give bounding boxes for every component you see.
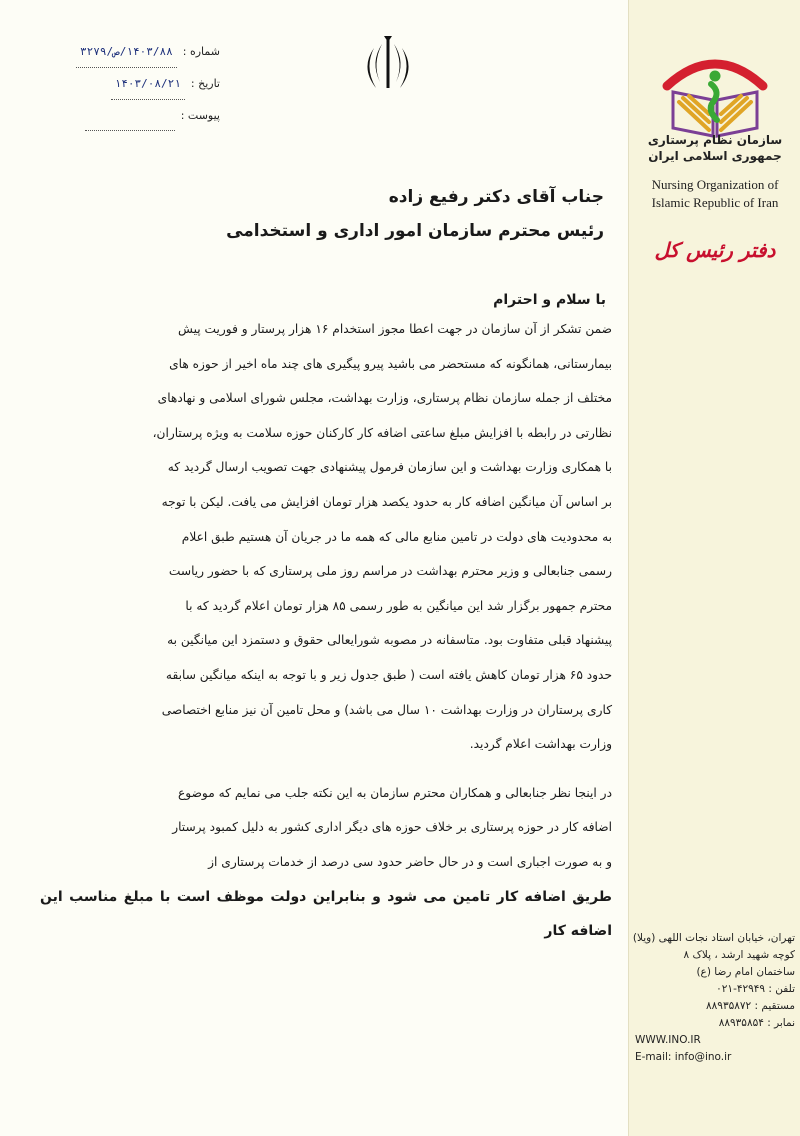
paragraph-line: وزارت بهداشت اعلام گردید. xyxy=(469,737,612,752)
paragraph-line: محترم جمهور برگزار شد این میانگین به طور رسمی ۸۵ هزار تومان اعلام گردید که با xyxy=(185,598,612,613)
email-link[interactable]: E-mail: info@ino.ir xyxy=(635,1051,732,1063)
organization-name-en-line2: Islamic Republic of Iran xyxy=(651,195,779,210)
fax-number: نمابر : ۸۸۹۳۵۸۵۴ xyxy=(718,1017,795,1029)
paragraph-1 xyxy=(40,312,612,762)
office-title: دفتر رئیس کل xyxy=(654,238,776,262)
phone-number: تلفن : ۴۲۹۴۹-۰۲۱ xyxy=(716,983,795,995)
website-link[interactable]: WWW.INO.IR xyxy=(635,1034,701,1046)
paragraph-line: در اینجا نظر جنابعالی و همکاران محترم سازمان به این نکته جلب می نمایم که موضوع xyxy=(178,785,612,800)
organization-name-fa xyxy=(637,132,793,164)
letter-meta xyxy=(40,36,220,131)
address-line2: کوچه شهید ارشد ، پلاک ۸ xyxy=(683,949,795,961)
organization-name-en-line1: Nursing Organization of xyxy=(651,177,779,192)
paragraph-line: اضافه کار در حوزه پرستاری بر خلاف حوزه های دیگر اداری کشور به دلیل کمبود پرستار xyxy=(172,820,612,835)
letterhead-sidebar xyxy=(628,0,800,1136)
nursing-organization-logo xyxy=(659,42,771,142)
date-value: ۱۴۰۳/۰۸/۲۱ xyxy=(111,68,185,100)
paragraph-line: مختلف از جمله سازمان نظام پرستاری، وزارت بهداشت، مجلس شورای اسلامی و نهادهای xyxy=(157,391,612,406)
organization-name-fa-line2: جمهوری اسلامی ایران xyxy=(648,149,782,163)
greeting: با سلام و احترام xyxy=(493,292,606,308)
address-line3: ساختمان امام رضا (ع) xyxy=(696,966,795,978)
number-label: شماره : xyxy=(182,45,220,58)
direct-number: مستقیم : ۸۸۹۳۵۸۷۲ xyxy=(706,1000,795,1012)
paragraph-line: بیمارستانی، همانگونه که مستحضر می باشید پیرو پیگیری های چند ماه اخیر از حوزه های xyxy=(169,356,612,371)
iran-emblem-icon xyxy=(362,34,414,94)
paragraph-line: بر اساس آن میانگین اضافه کار به حدود یکصد هزار تومان افزایش می یافت. لیکن با توجه xyxy=(161,494,612,509)
paragraph-line: به محدودیت های دولت در تامین منابع مالی که همه ما در جریان آن هستیم طبق اعلام xyxy=(181,529,612,544)
recipient-name: جناب آقای دکتر رفیع زاده xyxy=(388,187,604,207)
number-row xyxy=(40,36,220,68)
attachment-row xyxy=(40,100,220,131)
paragraph-line: پیشنهاد قبلی متفاوت بود. متاسفانه در مصوبه شورایعالی حقوق و دستمزد این میانگین به xyxy=(167,633,612,648)
number-value: ۱۴۰۳/۸۸/ص/۳۲۷۹ xyxy=(76,36,177,68)
contact-block xyxy=(632,930,795,1066)
attachment-label: پیوست : xyxy=(180,109,220,122)
paragraph-line: ضمن تشکر از آن سازمان در جهت اعطا مجوز استخدام ۱۶ هزار پرستار و فوریت پیش xyxy=(178,322,612,336)
paragraph-line: کاری پرستاران در وزارت بهداشت ۱۰ سال می باشد) و محل تامین آن نیز منابع اختصاصی xyxy=(161,702,612,717)
organization-name-en xyxy=(635,176,795,212)
paragraph-line: رسمی جنابعالی و وزیر محترم بهداشت در مراسم روز ملی پرستاری که با حضور ریاست xyxy=(168,564,612,579)
paragraph-2 xyxy=(40,776,612,949)
attachment-blank xyxy=(85,100,175,131)
paragraph-line: با همکاری وزارت بهداشت و این سازمان فرمول پیشنهادی جهت تصویب ارسال گردید که xyxy=(167,460,612,475)
organization-name-fa-line1: سازمان نظام پرستاری xyxy=(647,133,783,147)
paragraph-line: حدود ۶۵ هزار تومان کاهش یافته است ( طبق جدول زیر و با توجه به اینکه میانگین سابقه xyxy=(165,667,612,682)
recipient-title: رئیس محترم سازمان امور اداری و استخدامی xyxy=(226,221,604,241)
paragraph-line: نظارتی در رابطه با افزایش مبلغ ساعتی اضافه کار کارکنان حوزه سلامت به ویژه پرستاران، xyxy=(152,425,612,440)
paragraph-line: طریق اضافه کار تامین می شود و بنابراین دولت موظف است با مبلغ مناسب این اضافه کار xyxy=(40,888,612,940)
date-label: تاریخ : xyxy=(190,77,220,90)
address-line1: تهران، خیابان استاد نجات اللهی (ویلا) xyxy=(632,932,795,944)
date-row xyxy=(40,68,220,100)
paragraph-line: و به صورت اجباری است و در حال حاضر حدود سی درصد از خدمات پرستاری از xyxy=(208,854,612,869)
letter-body xyxy=(40,180,612,949)
